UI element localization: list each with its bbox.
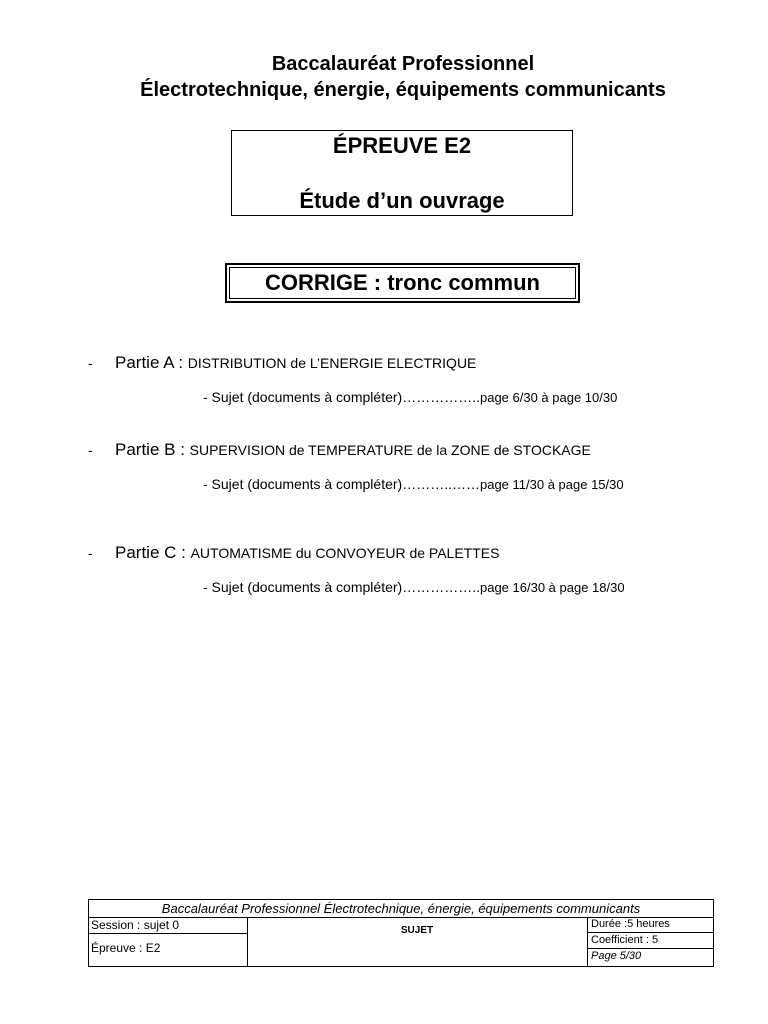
footer-table	[88, 899, 714, 967]
partie-b-description: SUPERVISION de TEMPERATURE de la ZONE de STOCKAGE	[189, 442, 591, 458]
footer-coefficient: Coefficient : 5	[588, 933, 714, 949]
partie-c-name: Partie C :	[115, 543, 191, 562]
footer-page: Page 5/30	[591, 950, 642, 962]
partie-c	[88, 543, 499, 563]
bullet-dash: -	[88, 545, 93, 561]
partie-a	[88, 353, 476, 373]
footer-right-column	[587, 917, 714, 966]
epreuve-box	[231, 130, 573, 216]
corrige-box	[225, 263, 580, 303]
partie-b-name: Partie B :	[115, 440, 190, 459]
partie-b-pages: page 11/30 à page 15/30	[479, 477, 624, 492]
footer-duree: Durée :5 heures	[588, 917, 714, 933]
footer-type: SUJET	[400, 925, 434, 936]
partie-a-pages: page 6/30 à page 10/30	[479, 390, 618, 405]
partie-b-sujet-label: - Sujet (documents à compléter)………..……	[203, 476, 480, 492]
epreuve-title: ÉPREUVE E2	[332, 133, 472, 158]
document-title: Baccalauréat Professionnel	[271, 53, 535, 75]
footer-title: Baccalauréat Professionnel Électrotechnique, énergie, équipements communicants	[89, 900, 713, 918]
document-subtitle: Électrotechnique, énergie, équipements communicants	[140, 79, 666, 101]
partie-a-name: Partie A :	[115, 353, 188, 372]
partie-c-description: AUTOMATISME du CONVOYEUR de PALETTES	[190, 545, 500, 561]
footer-epreuve: Épreuve : E2	[91, 941, 161, 955]
partie-a-description: DISTRIBUTION de L’ENERGIE ELECTRIQUE	[187, 355, 477, 371]
bullet-dash: -	[88, 442, 93, 458]
footer-session: Session : sujet 0	[89, 917, 247, 934]
epreuve-subtitle: Étude d’un ouvrage	[299, 188, 505, 213]
partie-c-sujet	[203, 579, 625, 595]
partie-c-pages: page 16/30 à page 18/30	[479, 580, 625, 595]
partie-b	[88, 440, 591, 460]
partie-a-sujet	[203, 389, 617, 405]
partie-c-sujet-label: - Sujet (documents à compléter)……………..	[203, 579, 480, 595]
bullet-dash: -	[88, 355, 93, 371]
partie-a-sujet-label: - Sujet (documents à compléter)……………..	[203, 389, 480, 405]
partie-b-sujet	[203, 476, 624, 492]
footer-left-column	[89, 917, 248, 966]
corrige-label: CORRIGE : tronc commun	[229, 267, 576, 299]
